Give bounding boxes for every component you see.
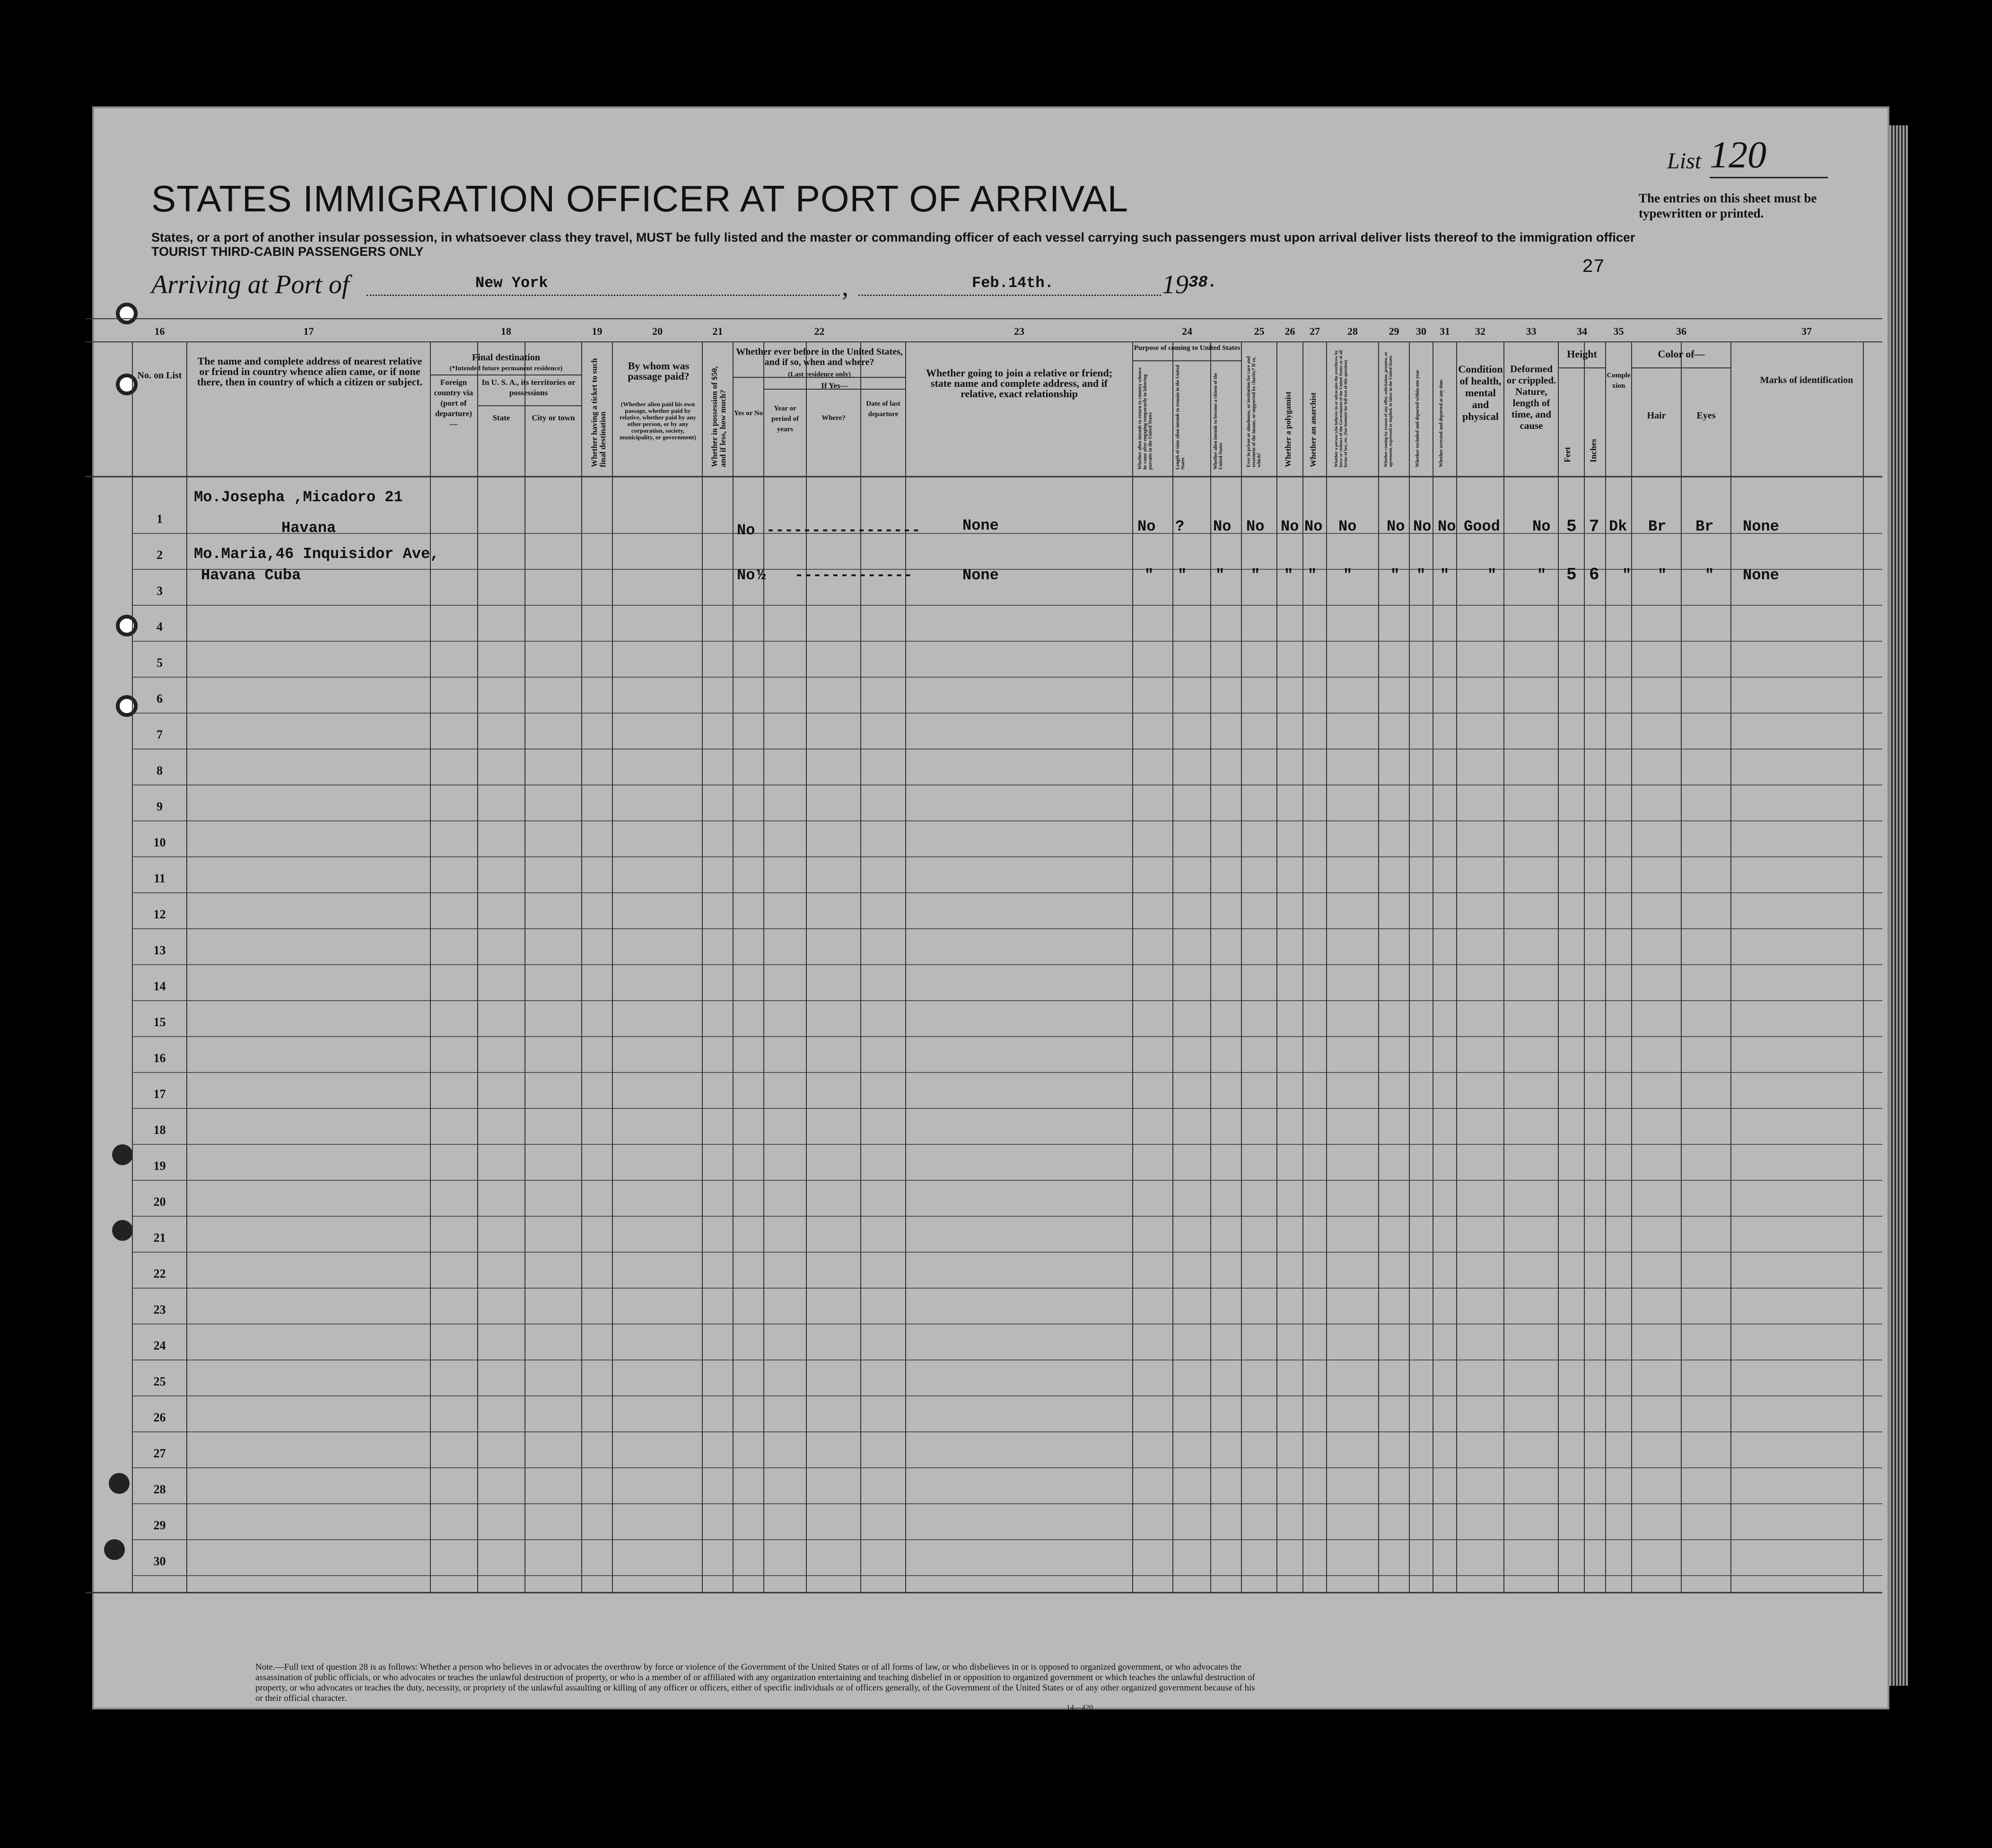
row1-24b: ? — [1175, 518, 1185, 535]
arriving-label: Arriving at Port of — [151, 270, 349, 299]
form-title: STATES IMMIGRATION OFFICER AT PORT OF ARRIVAL — [151, 178, 1129, 219]
row-number: 16 — [153, 1051, 166, 1065]
row1-dashes: ----------------- — [766, 522, 921, 539]
row2-hair: " — [1658, 567, 1667, 584]
page-stack-edge — [1889, 125, 1908, 1686]
row-number: 19 — [153, 1159, 166, 1173]
manifest-sheet — [92, 106, 1889, 1712]
hdr-anarchist: Whether an anarchist — [1309, 392, 1318, 467]
col-num-23: 23 — [1014, 325, 1024, 337]
row1-26: No — [1281, 518, 1299, 535]
hdr-last-residence: (Last residence only) — [787, 371, 851, 378]
hdr-purpose-c: Whether alien intends to become a citizen of the United States — [1213, 373, 1223, 470]
hdr-inches: Inches — [1589, 438, 1598, 462]
hdr-final-destination: Final destination — [472, 352, 540, 363]
year-suffix: 38. — [1188, 274, 1218, 292]
hdr-labor-offer: Whether coming by reason of any offer, solicitation, promise, or agreement, expressed or implied, to labor in the United States — [1383, 352, 1393, 467]
port-field — [367, 272, 839, 296]
hdr-last-departure: Date of last departure — [866, 400, 900, 418]
hdr-been-before: Whether ever before in the United States, and if so, when and where? — [736, 347, 903, 367]
hdr-purpose: Purpose of coming to United States — [1134, 344, 1241, 352]
row2-25: " — [1251, 567, 1260, 584]
hdr-going-to-join: Whether going to join a relative or friend; state name and complete address, and if relative, exact relationship — [926, 367, 1113, 400]
row1-24a: No — [1137, 518, 1156, 535]
row-number: 22 — [153, 1267, 166, 1281]
hdr-hair: Hair — [1647, 410, 1666, 421]
sheet-number: 27 — [1582, 257, 1605, 278]
hdr-no-on-list: No. on List — [137, 370, 182, 381]
row-number: 5 — [157, 656, 163, 670]
row1-30: No — [1413, 518, 1432, 535]
col-num-27: 27 — [1310, 325, 1320, 337]
hdr-nearest-relative: The name and complete address of nearest relative or friend in country whence alien came, or if none there, then in country of which a citizen or subject. — [197, 355, 423, 388]
hdr-purpose-b: Length of time alien intends to remain in the United States — [1175, 365, 1186, 470]
hdr-usa: In U. S. A., its territories or possessions — [481, 378, 576, 397]
col-num-33: 33 — [1526, 325, 1537, 337]
col-num-20: 20 — [652, 325, 663, 337]
row2-period: ½ — [757, 567, 766, 584]
col-num-21: 21 — [712, 325, 723, 337]
hdr-q28: Whether a person who believes in or advocates the overthrow by force or violence of the Government of the United States or of all forms of law, etc. (See footnote for full text of this question) — [1334, 350, 1348, 467]
row1-relative-line2: Havana — [281, 519, 336, 537]
row2-24a: " — [1145, 567, 1154, 584]
row2-been-before: No — [737, 567, 755, 584]
hdr-purpose-a: Whether alien intends to return to country whence he came after engaging temporarily in laboring pursuits in the United States — [1137, 367, 1153, 470]
hdr-if-yes: If Yes— — [821, 381, 848, 390]
row-number: 23 — [153, 1303, 166, 1316]
col-num-19: 19 — [592, 325, 603, 337]
row-number: 10 — [153, 836, 166, 849]
comma-1: , — [842, 272, 848, 302]
row1-feet: 5 — [1566, 517, 1577, 536]
hdr-final-destination-sub: (*Intended future permanent residence) — [449, 365, 563, 372]
row2-join: None — [962, 567, 999, 584]
date-value: Feb.14th. — [972, 274, 1054, 292]
hdr-passage-paid: By whom was passage paid? — [628, 360, 690, 382]
hdr-polygamist: Whether a polygamist — [1284, 391, 1293, 467]
row1-join: None — [962, 517, 999, 534]
row-number: 4 — [157, 620, 163, 634]
hdr-foreign-country: Foreign country via (port of departure)— — [434, 378, 473, 428]
row-number: 6 — [157, 692, 163, 706]
row-number: 29 — [153, 1518, 166, 1532]
entries-note: The entries on this sheet must be typewritten or printed. — [1639, 191, 1817, 220]
class-line: TOURIST THIRD-CABIN PASSENGERS ONLY — [151, 244, 424, 259]
row2-28: " — [1343, 567, 1353, 584]
row-number: 7 — [157, 728, 163, 741]
col-num-22: 22 — [814, 325, 825, 337]
row2-marks: None — [1743, 567, 1779, 584]
col-num-34: 34 — [1577, 325, 1587, 337]
row-number: 30 — [153, 1554, 166, 1568]
hdr-feet: Feet — [1563, 447, 1572, 462]
row-number: 24 — [153, 1339, 166, 1352]
row1-health: Good — [1464, 518, 1500, 535]
port-value: New York — [475, 274, 548, 292]
hdr-fifty-dollars: Whether in possession of $50, and if less, how much? — [710, 366, 727, 467]
hdr-yes-or-no: Yes or No — [734, 410, 763, 417]
row1-marks: None — [1743, 518, 1779, 535]
footnote: Note.—Full text of question 28 is as follows: Whether a person who believes in or advocates the overthrow by force or violence of the Government of the United States or of all forms of law, or who disbelieves in or is opposed to organized government, or who advocates the assassination of public officials, or who advocates or teaches the unlawful destruction of property, or who is a member of or affiliated with any organization entertaining and teaching disbelief in or opposition to organized government or which teaches the unlawful destruction of property, or who advocates or teaches the duty, necessity, or propriety of the unlawful assaulting or killing of any officer or officers, either of specific individuals or of officers generally, of the Government of the United States or of any other organized government because of his or their official character. — [255, 1662, 1255, 1703]
row1-28: No — [1338, 518, 1357, 535]
hdr-eyes: Eyes — [1696, 410, 1716, 421]
hdr-where: Where? — [821, 414, 846, 422]
hdr-city: City or town — [532, 413, 575, 422]
row-number: 20 — [153, 1195, 166, 1209]
list-number: 120 — [1710, 134, 1828, 178]
row2-deformed: " — [1537, 567, 1546, 584]
date-field — [858, 272, 1161, 296]
list-label: List — [1667, 148, 1702, 174]
col-num-37: 37 — [1801, 325, 1812, 337]
row-number: 3 — [157, 584, 163, 598]
row2-24b: " — [1178, 567, 1187, 584]
year-prefix: 19 — [1162, 270, 1188, 299]
row1-24c: No — [1213, 518, 1232, 535]
row2-29: " — [1390, 567, 1400, 584]
row-number: 15 — [153, 1015, 166, 1029]
hdr-height: Height — [1567, 348, 1597, 360]
hdr-arrested: Whether arrested and deported at any time — [1439, 379, 1444, 467]
row1-complexion: Dk — [1609, 518, 1627, 535]
row-number: 9 — [157, 800, 163, 813]
row-number: 21 — [153, 1231, 166, 1245]
row1-hair: Br — [1648, 518, 1667, 535]
row2-complexion: " — [1622, 567, 1632, 584]
row2-relative-line2: Havana Cuba — [201, 567, 301, 584]
hdr-passage-paid-sub: (Whether alien paid his own passage, whether paid by relative, whether paid by any other person, or by any corporation, society, municipality, or government) — [620, 401, 696, 441]
hdr-excluded: Whether excluded and deported within one year — [1415, 370, 1420, 467]
row2-feet: 5 — [1566, 565, 1577, 584]
col-num-25: 25 — [1254, 325, 1265, 337]
row-number: 12 — [153, 907, 166, 921]
row2-eyes: " — [1705, 567, 1714, 584]
col-num-18: 18 — [501, 325, 511, 337]
row-number: 2 — [157, 548, 163, 562]
col-num-26: 26 — [1284, 325, 1295, 337]
col-num-35: 35 — [1613, 325, 1624, 337]
row1-29: No — [1387, 518, 1405, 535]
row1-been-before: No — [737, 522, 755, 539]
row-number: 28 — [153, 1482, 166, 1496]
row1-27: No — [1304, 518, 1323, 535]
year-field — [1162, 270, 1217, 300]
col-num-32: 32 — [1475, 325, 1485, 337]
row2-relative-line1: Mo.Maria,46 Inquisidor Ave, — [194, 545, 439, 563]
row-number: 8 — [157, 764, 163, 777]
col-num-36: 36 — [1676, 325, 1686, 337]
row2-inches: 6 — [1589, 565, 1599, 584]
row1-25: No — [1246, 518, 1265, 535]
hdr-prison: Ever in prison or almshouse, or institution for care and treatment of the insane, or supported by charity? If so, which? — [1246, 356, 1262, 467]
row2-26: " — [1284, 567, 1293, 584]
form-instructions — [151, 230, 1688, 259]
row1-eyes: Br — [1695, 518, 1714, 535]
row2-24c: " — [1215, 567, 1225, 584]
row2-27: " — [1308, 567, 1317, 584]
row-number: 18 — [153, 1123, 166, 1137]
instructions-text: States, or a port of another insular possession, in whatsoever class they travel, MUST be fully listed and the master or commanding officer of each vessel carrying such passengers must upon arrival deliver lists thereof to the immigration officer — [151, 230, 1635, 244]
row-number: 11 — [154, 872, 166, 885]
row-number: 1 — [157, 512, 163, 526]
col-num-29: 29 — [1389, 325, 1399, 337]
row1-deformed: No — [1532, 518, 1551, 535]
row-number: 26 — [153, 1411, 166, 1424]
row-number: 17 — [153, 1087, 166, 1101]
hdr-deformed: Deformed or crippled. Nature, length of time, and cause — [1506, 363, 1556, 431]
row1-relative-line1: Mo.Josepha ,Micadoro 21 — [194, 488, 403, 506]
arrival-line — [151, 270, 349, 300]
row1-31: No — [1438, 518, 1456, 535]
col-num-28: 28 — [1347, 325, 1358, 337]
row-number: 25 — [153, 1375, 166, 1388]
row2-30: " — [1416, 567, 1426, 584]
hdr-color-of: Color of— — [1658, 348, 1705, 360]
row-number: 27 — [153, 1447, 166, 1460]
hdr-ticket: Whether having a ticket to such final destination — [590, 358, 607, 467]
col-num-16: 16 — [154, 325, 165, 337]
form-code: 14—420 — [1066, 1704, 1093, 1712]
col-num-30: 30 — [1416, 325, 1426, 337]
row2-dashes: ------------- — [795, 567, 913, 584]
hdr-complexion: Complexion — [1607, 372, 1631, 390]
row2-31: " — [1440, 567, 1450, 584]
col-num-17: 17 — [303, 325, 314, 337]
col-num-24: 24 — [1182, 325, 1192, 337]
hdr-marks: Marks of identification — [1760, 375, 1853, 385]
hdr-period: Year or period of years — [771, 405, 799, 433]
row-number: 13 — [153, 943, 166, 957]
row1-inches: 7 — [1589, 517, 1599, 536]
table-text-layer — [85, 318, 1882, 1628]
row-number: 14 — [153, 979, 166, 993]
row2-health: " — [1487, 567, 1497, 584]
col-num-31: 31 — [1440, 325, 1450, 337]
hdr-health: Condition of health, mental and physical — [1458, 363, 1503, 422]
hdr-state: State — [492, 413, 510, 422]
